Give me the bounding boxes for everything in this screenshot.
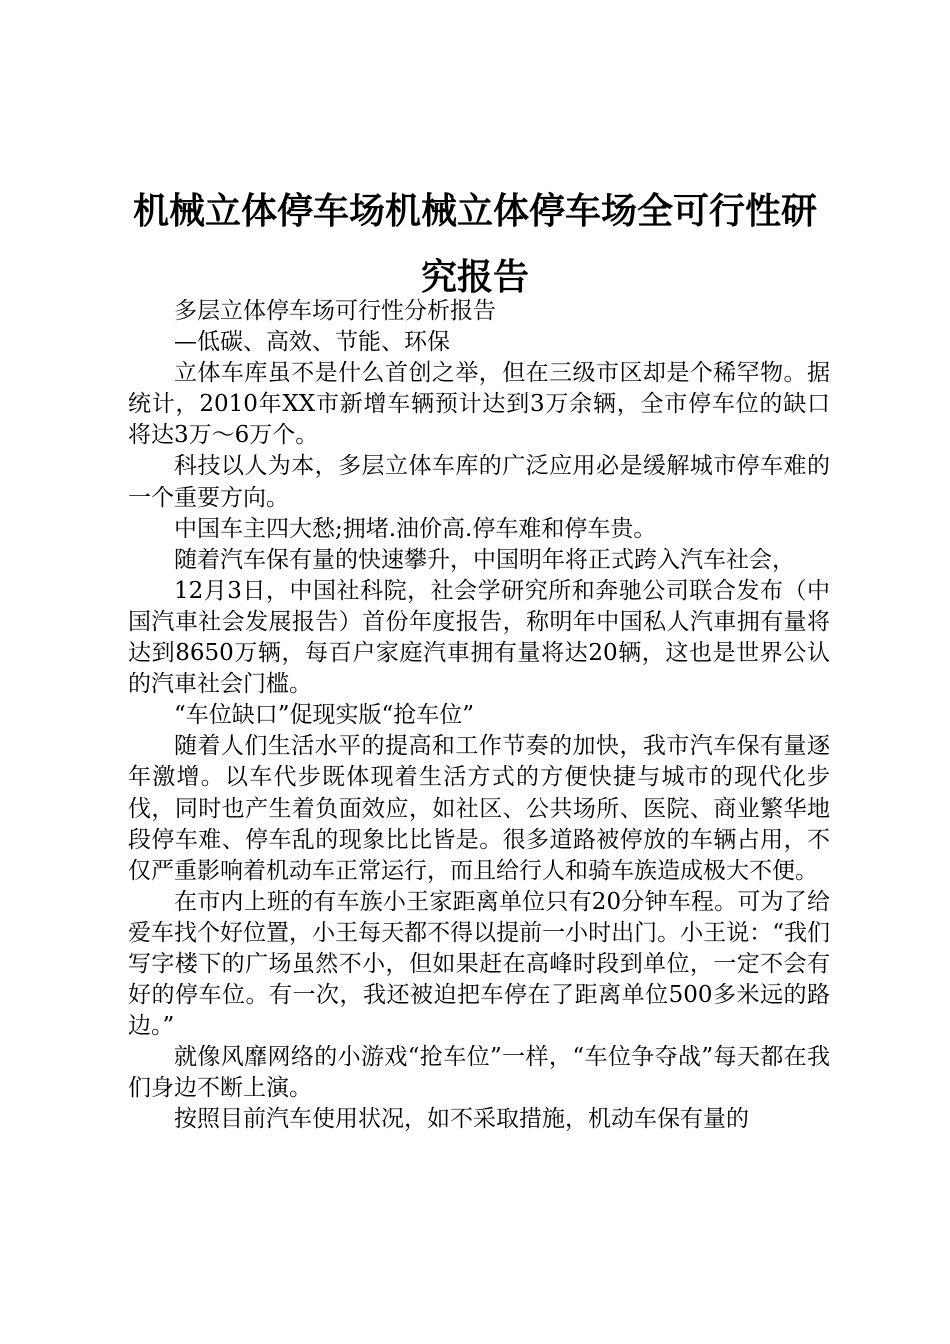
- paragraph: 中国车主四大愁;拥堵.油价高.停车难和停车贵。: [174, 515, 657, 542]
- paragraph: 12月3日，中国社科院，社会学研究所和奔驰公司联合发布（中国汽車社会发展报告）首份年度报告，称明年中国私人汽車拥有量将达到8650万辆，每百户家庭汽車拥有量将达20辆，这也是世界公认的汽車社会门槛。: [128, 577, 830, 698]
- paragraph: 立体车库虽不是什么首创之举，但在三级市区却是个稀罕物。据统计，2010年XX市新增车辆预计达到3万余辆，全市停车位的缺口将达3万～6万个。: [128, 360, 830, 449]
- paragraph: 随着人们生活水平的提高和工作节奏的加快，我市汽车保有量逐年激增。以车代步既体现着生活方式的方便快捷与城市的现代化步伐，同时也产生着负面效应，如社区、公共场所、医院、商业繁华地段停车难、停车乱的现象比比皆是。很多道路被停放的车辆占用，不仅严重影响着机动车正常运行，而且给行人和骑车族造成极大不便。: [128, 733, 830, 884]
- paragraph: 按照目前汽车使用状况，如不采取措施，机动车保有量的: [174, 1106, 749, 1133]
- paragraph: 在市内上班的有车族小王家距离单位只有20分钟车程。可为了给爱车找个好位置，小王每天都不得以提前一小时出门。小王说：“我们写字楼下的广场虽然不小，但如果赶在高峰时段到单位，一定不会有好的停车位。有一次，我还被迫把车停在了距离单位500多米远的路边。”: [128, 888, 830, 1040]
- document-title: 机械立体停车场机械立体停车场全可行性研究报告: [132, 190, 817, 298]
- paragraph: 就像风靡网络的小游戏“抢车位”一样，“车位争夺战”每天都在我们身边不断上演。: [128, 1044, 830, 1102]
- subtitle: 多层立体停车场可行性分析报告: [174, 298, 496, 324]
- document-body: [128, 296, 830, 1136]
- paragraph: 随着汽车保有量的快速攀升，中国明年将正式跨入汽车社会，: [174, 546, 795, 573]
- subtitle-tagline: —低碳、高效、节能、环保: [174, 329, 450, 356]
- section-heading: “车位缺口”促现实版“抢车位”: [174, 702, 475, 729]
- paragraph: 科技以人为本，多层立体车库的广泛应用必是缓解城市停车难的一个重要方向。: [128, 453, 830, 511]
